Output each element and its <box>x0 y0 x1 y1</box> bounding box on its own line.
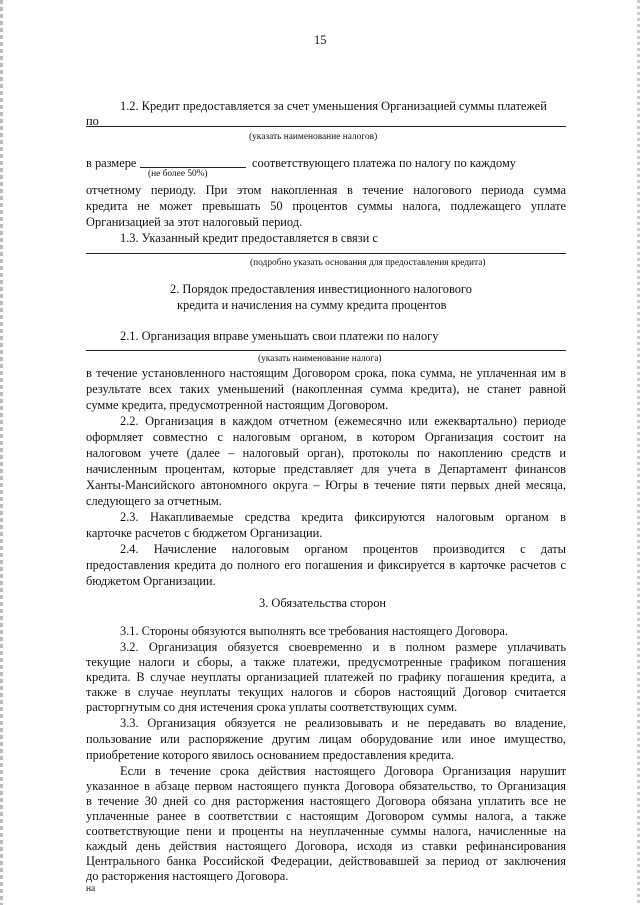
para-1-2-line-2: по <box>86 114 99 128</box>
para-3-1: 3.1. Стороны обязуются выполнять все требования настоящего Договора. <box>120 624 508 638</box>
hint-taxes: (указать наименование налогов) <box>249 132 378 142</box>
scan-edge-left <box>0 0 3 905</box>
para-2-2-line-3: налоговом учете (далее – налоговый орган), протоколы по накоплению средств и <box>86 446 566 460</box>
para-3-2-line-1: 3.2. Организация обязуется своевременно и в полном размере уплачивать <box>120 640 566 654</box>
para-3-4-line-1: Если в течение срока действия настоящего Договора Организация нарушит <box>120 764 566 778</box>
para-2-2-line-4: начисленным процентам, которые представляет для учета в Департамент финансов <box>86 462 566 476</box>
para-3-3-line-1: 3.3. Организация обязуется не реализовывать и не передавать во владение, <box>120 716 566 730</box>
para-3-3-line-2: пользование или распоряжение другим лицам оборудование или иное имущество, <box>86 732 566 746</box>
para-2-1-cont-2: результате всех таких уменьшений (накопленная сумма кредита), не станет равной <box>86 382 566 396</box>
hint-max: (не более 50%) <box>148 169 208 179</box>
para-2-3-line-2: карточке расчетов с бюджетом Организации. <box>86 526 323 540</box>
section-2-title-line-1: 2. Порядок предоставления инвестиционного налогового <box>170 282 472 296</box>
para-2-1: 2.1. Организация вправе уменьшать свои платежи по налогу <box>120 329 439 343</box>
para-1-2-cont-1: отчетному периоду. При этом накопленная в течение налогового периода сумма <box>86 183 566 197</box>
para-2-1-cont-1: в течение установленного настоящим Договором срока, пока сумма, не уплаченная им в <box>86 366 566 380</box>
para-2-4-line-1: 2.4. Начисление налоговым органом процентов производится с даты <box>120 542 566 556</box>
para-3-4-line-7: Центрального банка Российской Федерации, действовавшей за период от заключения <box>86 854 566 868</box>
para-2-1-cont-3: сумме кредита, предусмотренной настоящим Договором. <box>86 398 389 412</box>
para-3-4-line-6: каждый день действия настоящего Договора, исходя из ставки рефинансирования <box>86 839 566 853</box>
para-2-3-line-1: 2.3. Накапливаемые средства кредита фиксируются налоговым органом в <box>120 510 566 524</box>
para-1-3: 1.3. Указанный кредит предоставляется в связи с <box>120 231 378 245</box>
section-2-title-line-2: кредита и начисления на сумму кредита процентов <box>177 298 447 312</box>
para-3-2-line-3: кредита. В случае неуплаты организацией платежей по графику погашения кредита, а <box>86 670 566 684</box>
tax-blank-line[interactable] <box>86 350 566 351</box>
para-1-2-cont-2: кредита не может превышать 50 процентов суммы налога, подлежащего уплате <box>86 199 566 213</box>
footer-mark: на <box>86 884 96 894</box>
para-3-2-line-4: также в случае неуплаты текущих налогов и сборов настоящий Договор считается <box>86 685 566 699</box>
para-3-3-line-3: приобретение которого явилось основанием предоставления кредита. <box>86 748 455 762</box>
amount-blank-line[interactable] <box>140 167 246 168</box>
para-2-2-line-1: 2.2. Организация в каждом отчетном (ежемесячно или ежеквартально) периоде <box>120 414 566 428</box>
para-2-4-line-3: бюджетом Организации. <box>86 574 216 588</box>
para-1-2-line-1: 1.2. Кредит предоставляется за счет уменьшения Организацией суммы платежей <box>120 99 547 113</box>
para-3-4-line-4: уплаченные ранее в соответствии с настоящим Договором суммы налога, а также <box>86 809 566 823</box>
para-2-2-line-2: оформляет совместно с налоговым органом, в котором Организация состоит на <box>86 430 566 444</box>
para-3-4-line-2: указанное в абзаце первом настоящего пункта Договора обязательство, то Организация <box>86 779 566 793</box>
para-2-2-line-6: следующего за отчетным. <box>86 494 222 508</box>
para-3-2-line-2: текущие налоги и сборы, а также платежи, предусмотренные графиком погашения <box>86 655 566 669</box>
para-2-2-line-5: Ханты-Мансийского автономного округа – Югры в течение пяти первых дней месяца, <box>86 478 566 492</box>
section-3-title: 3. Обязательства сторон <box>259 596 387 610</box>
page-number: 15 <box>314 33 327 47</box>
amount-rest: соответствующего платежа по налогу по каждому <box>252 156 516 170</box>
reason-blank-line[interactable] <box>86 253 566 254</box>
para-1-2-cont-3: Организацией за этот налоговый период. <box>86 215 303 229</box>
para-2-4-line-2: предоставления кредита до полного его погашения и фиксируется в карточке расчетов с <box>86 558 566 572</box>
para-3-4-line-5: соответствующие пени и проценты на неуплаченные суммы налога, начисленные на <box>86 824 566 838</box>
taxes-blank-line[interactable] <box>86 126 566 127</box>
hint-tax: (указать наименование налога) <box>258 354 382 364</box>
hint-reason: (подробно указать основания для предоставления кредита) <box>250 258 486 268</box>
para-3-4-line-8: до расторжения настоящего Договора. <box>86 869 289 883</box>
para-3-2-line-5: расторгнутым со дня истечения срока уплаты соответствующих сумм. <box>86 700 458 714</box>
para-3-4-line-3: в течение 30 дней со дня расторжения настоящего Договора обязана уплатить все не <box>86 794 566 808</box>
amount-label: в размере <box>86 156 137 170</box>
